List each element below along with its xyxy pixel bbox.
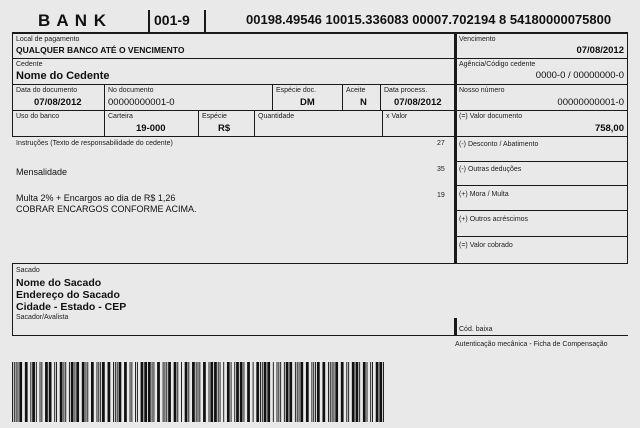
- barcode-bar: [108, 362, 111, 422]
- barcode-bar: [306, 362, 309, 422]
- bank-code: 001-9: [154, 12, 190, 28]
- barcode-bar: [346, 362, 347, 422]
- barcode-bar: [41, 362, 42, 422]
- no-documento-value: 00000000001-0: [108, 97, 175, 108]
- instrucoes-num-1: 27: [437, 140, 445, 147]
- especie-value: R$: [218, 123, 231, 134]
- barcode-bar: [264, 362, 267, 422]
- barcode-bar: [214, 362, 217, 422]
- barcode-bar: [97, 362, 98, 422]
- bank-name: B A N K: [38, 11, 108, 30]
- barcode-bar: [152, 362, 153, 422]
- barcode-bar: [267, 362, 270, 422]
- valor-documento-label: (=) Valor documento: [459, 113, 523, 120]
- barcode-bar: [69, 362, 70, 422]
- barcode-bar: [19, 362, 22, 422]
- barcode-bar: [379, 362, 382, 422]
- barcode-bar: [328, 362, 329, 422]
- barcode-bar: [45, 362, 48, 422]
- barcode-bar: [25, 362, 28, 422]
- barcode-bar: [218, 362, 219, 422]
- barcode-bar: [148, 362, 151, 422]
- instrucao-linha-3: COBRAR ENCARGOS CONFORME ACIMA.: [16, 204, 197, 214]
- barcode-bar: [168, 362, 171, 422]
- barcode-bar: [223, 362, 224, 422]
- barcode-bar: [247, 362, 250, 422]
- barcode-bar: [262, 362, 263, 422]
- barcode-bar: [188, 362, 189, 422]
- instrucao-linha-2: Multa 2% + Encargos ao dia de R$ 1,26: [16, 193, 176, 203]
- barcode-bar: [137, 362, 138, 422]
- data-documento-value: 07/08/2012: [34, 97, 82, 108]
- autenticacao-label: Autenticação mecânica - Ficha de Compensação: [455, 341, 608, 348]
- barcode-bar: [330, 362, 331, 422]
- quantidade-label: Quantidade: [258, 113, 295, 120]
- barcode-bar: [32, 362, 35, 422]
- barcode-bar: [119, 362, 122, 422]
- barcode-bar: [356, 362, 359, 422]
- barcode-bar: [163, 362, 164, 422]
- barcode-bar: [383, 362, 384, 422]
- data-process-label: Data process.: [384, 87, 428, 94]
- instrucoes-label: Instruções (Texto de responsabilidade do cedente): [16, 140, 173, 147]
- barcode-bar: [181, 362, 182, 422]
- barcode-bar: [231, 362, 232, 422]
- barcode-bar: [65, 362, 66, 422]
- barcode-bar: [131, 362, 132, 422]
- barcode-bar: [198, 362, 199, 422]
- carteira-label: Carteira: [108, 113, 133, 120]
- digitable-line: 00198.49546 10015.336083 00007.702194 8 54180000075800: [246, 12, 612, 27]
- barcode-bar: [36, 362, 37, 422]
- barcode-bar: [199, 362, 200, 422]
- barcode-bar: [333, 362, 334, 422]
- barcode-bar: [124, 362, 127, 422]
- local-pagamento-value: QUALQUER BANCO ATÉ O VENCIMENTO: [16, 45, 185, 55]
- local-pagamento-label: Local de pagamento: [16, 36, 80, 43]
- barcode-bar: [87, 362, 88, 422]
- barcode-bar: [277, 362, 278, 422]
- cedente-value: Nome do Cedente: [16, 70, 110, 82]
- vencimento-label: Vencimento: [459, 36, 496, 43]
- barcode-bar: [341, 362, 344, 422]
- barcode-bar: [174, 362, 177, 422]
- barcode-bar: [260, 362, 261, 422]
- barcode-bar: [317, 362, 320, 422]
- mora-multa-label: (+) Mora / Multa: [459, 191, 509, 198]
- barcode-bar: [177, 362, 178, 422]
- valor-documento-value: 758,00: [594, 123, 624, 134]
- no-documento-label: No documento: [108, 87, 154, 94]
- barcode-bar: [12, 362, 13, 422]
- barcode-bar: [253, 362, 254, 422]
- barcode-bar: [91, 362, 94, 422]
- barcode-bar: [54, 362, 55, 422]
- barcode-bar: [40, 362, 41, 422]
- barcode-bar: [376, 362, 379, 422]
- barcode-bar: [130, 362, 131, 422]
- barcode-bar: [236, 362, 239, 422]
- barcode-bar: [300, 362, 303, 422]
- instrucoes-num-3: 19: [437, 192, 445, 199]
- barcode-bar: [315, 362, 316, 422]
- barcode-bar: [299, 362, 300, 422]
- barcode-bar: [141, 362, 144, 422]
- outros-acrescimos-label: (+) Outros acréscimos: [459, 216, 529, 223]
- barcode-bar: [56, 362, 57, 422]
- x-valor-label: x Valor: [386, 113, 408, 120]
- barcode-bar: [322, 362, 325, 422]
- uso-banco-label: Uso do banco: [16, 113, 60, 120]
- barcode-bar: [348, 362, 349, 422]
- barcode-bar: [256, 362, 259, 422]
- barcode-bar: [370, 362, 371, 422]
- barcode-bar: [76, 362, 79, 422]
- barcode-bar: [157, 362, 160, 422]
- vencimento-value: 07/08/2012: [576, 45, 624, 56]
- barcode-bar: [60, 362, 63, 422]
- barcode-bar: [210, 362, 213, 422]
- barcode-bar: [63, 362, 64, 422]
- barcode-bar: [71, 362, 74, 422]
- barcode-bar: [295, 362, 296, 422]
- barcode-bar: [227, 362, 230, 422]
- instrucoes-num-2: 35: [437, 166, 445, 173]
- barcode-bar: [311, 362, 312, 422]
- sacado-city: Cidade - Estado - CEP: [16, 301, 127, 313]
- desconto-label: (-) Desconto / Abatimento: [459, 141, 539, 148]
- barcode-bar: [297, 362, 298, 422]
- valor-cobrado-label: (=) Valor cobrado: [459, 242, 513, 249]
- nosso-numero-value: 00000000001-0: [557, 97, 624, 108]
- nosso-numero-label: Nosso número: [459, 87, 505, 94]
- barcode-bar: [192, 362, 195, 422]
- sacador-avalista-label: Sacador/Avalista: [16, 314, 69, 321]
- data-documento-label: Data do documento: [16, 87, 78, 94]
- barcode-bar: [16, 362, 17, 422]
- data-process-value: 07/08/2012: [394, 97, 442, 108]
- cedente-label: Cedente: [16, 61, 43, 68]
- barcode: [12, 362, 384, 422]
- barcode-bar: [196, 362, 197, 422]
- barcode-bar: [18, 362, 19, 422]
- agencia-label: Agência/Código cedente: [459, 61, 536, 68]
- barcode-bar: [335, 362, 338, 422]
- carteira-value: 19-000: [136, 123, 166, 134]
- barcode-bar: [164, 362, 165, 422]
- barcode-bar: [284, 362, 285, 422]
- barcode-bar: [185, 362, 188, 422]
- barcode-bar: [82, 362, 85, 422]
- barcode-bar: [30, 362, 31, 422]
- barcode-bar: [278, 362, 279, 422]
- aceite-label: Aceite: [346, 87, 366, 94]
- barcode-bar: [49, 362, 52, 422]
- barcode-bar: [166, 362, 167, 422]
- barcode-bar: [98, 362, 99, 422]
- outras-deducoes-label: (-) Outras deduções: [459, 166, 522, 173]
- barcode-bar: [313, 362, 314, 422]
- sacado-label: Sacado: [16, 267, 40, 274]
- barcode-bar: [352, 362, 355, 422]
- sacado-address: Endereço do Sacado: [16, 289, 120, 301]
- instrucao-linha-1: Mensalidade: [16, 167, 68, 177]
- barcode-bar: [367, 362, 368, 422]
- barcode-bar: [209, 362, 210, 422]
- barcode-bar: [273, 362, 274, 422]
- barcode-bar: [372, 362, 373, 422]
- sacado-name: Nome do Sacado: [16, 277, 102, 289]
- especie-doc-value: DM: [300, 97, 315, 108]
- barcode-bar: [234, 362, 235, 422]
- barcode-bar: [85, 362, 86, 422]
- barcode-bar: [286, 362, 289, 422]
- barcode-bar: [14, 362, 15, 422]
- barcode-bar: [113, 362, 114, 422]
- barcode-bar: [135, 362, 136, 422]
- barcode-bar: [203, 362, 206, 422]
- barcode-bar: [280, 362, 281, 422]
- barcode-bar: [359, 362, 360, 422]
- barcode-bar: [153, 362, 154, 422]
- barcode-bar: [243, 362, 244, 422]
- barcode-bar: [289, 362, 292, 422]
- especie-label: Espécie: [202, 113, 227, 120]
- aceite-value: N: [360, 97, 367, 108]
- barcode-bar: [115, 362, 116, 422]
- barcode-bar: [100, 362, 101, 422]
- barcode-bar: [102, 362, 105, 422]
- especie-doc-label: Espécie doc.: [276, 87, 317, 94]
- barcode-bar: [220, 362, 221, 422]
- barcode-bar: [144, 362, 147, 422]
- barcode-bar: [363, 362, 366, 422]
- cod-baixa-label: Cód. baixa: [459, 326, 493, 333]
- barcode-bar: [240, 362, 243, 422]
- barcode-bar: [332, 362, 333, 422]
- agencia-value: 0000-0 / 00000000-0: [535, 70, 624, 81]
- barcode-bar: [117, 362, 118, 422]
- barcode-bar: [74, 362, 75, 422]
